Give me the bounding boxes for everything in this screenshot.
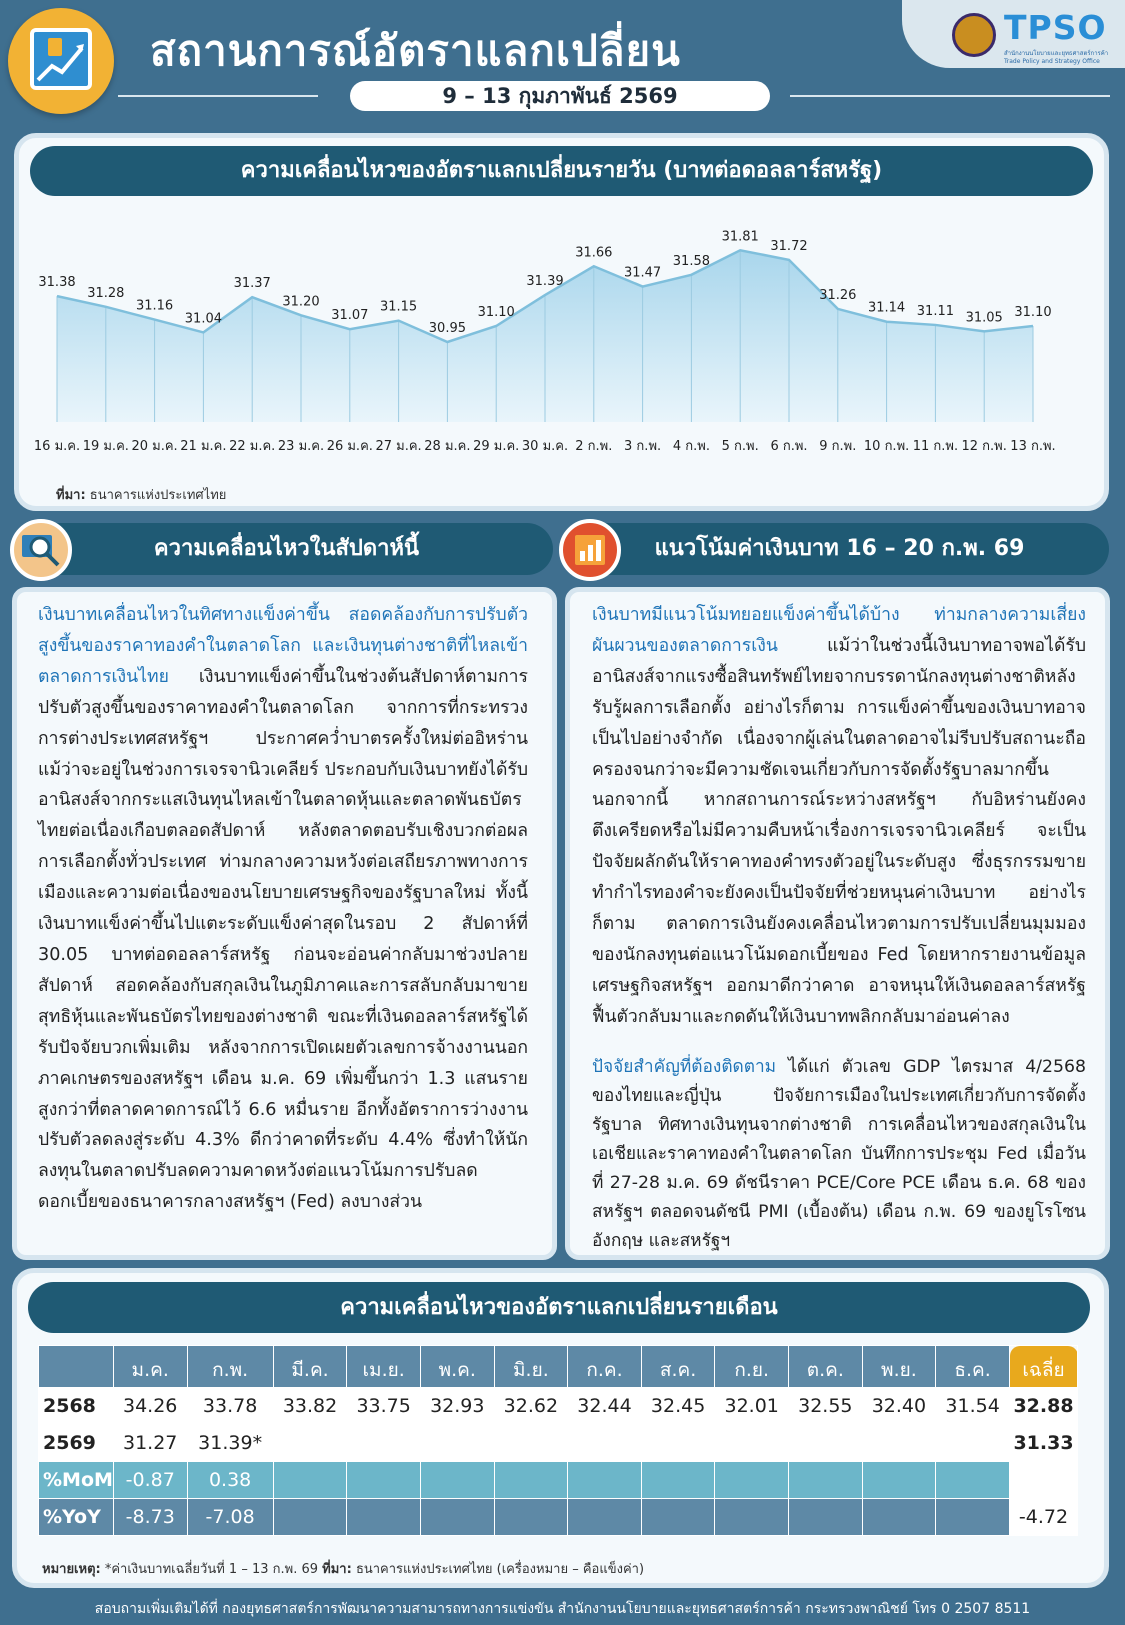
data-label: 31.72	[770, 238, 808, 254]
outlook-text	[592, 600, 1086, 1033]
table-cell	[494, 1499, 568, 1536]
table-cell	[347, 1425, 421, 1462]
table-cell	[273, 1462, 347, 1499]
data-label: 31.07	[331, 308, 369, 324]
magnifier-analysis-icon	[10, 519, 72, 581]
data-label: 31.04	[184, 311, 223, 327]
average-cell	[1010, 1462, 1078, 1499]
table-note	[42, 1558, 644, 1579]
x-tick-label: 22 ม.ค.	[229, 439, 276, 454]
table-cell	[789, 1425, 863, 1462]
table-cell	[789, 1499, 863, 1536]
x-tick-label: 9 ก.พ.	[819, 439, 857, 454]
chart-up-icon	[30, 28, 92, 90]
outlook-title: แนวโน้มค่าเงินบาท 16 – 20 ก.พ. 69	[570, 523, 1109, 575]
report-chart-icon	[559, 519, 621, 581]
table-row	[39, 1462, 1078, 1499]
table-cell	[273, 1425, 347, 1462]
row-label: 2569	[39, 1425, 114, 1462]
outlook-body: แม้ว่าในช่วงนี้เงินบาทอาจพอได้รับอานิสงส์จากแรงซื้อสินทรัพย์ไทยจากบรรดานักลงทุนต่างชาติหลังรับรู้ผลการเลือกตั้ง อย่างไรก็ตาม การแข็งค่าขึ้นของเงินบาทอาจเป็นไปอย่างจำกัด เนื่องจากผู้เล่นในตลาดอาจไม่รีบปรับสถานะถือครองจนกว่าจะมีความชัดเจนเกี่ยวกับการจัดตั้งรัฐบาลมากขึ้น นอกจากนี้ หากสถานการณ์ระหว่างสหรัฐฯ กับอิหร่านยังคงตึงเครียดหรือไม่มีความคืบหน้าเรื่องการเจรจานิวเคลียร์ จะเป็นปัจจัยผลักดันให้ราคาทองคำทรงตัวอยู่ในระดับสูง ซึ่งธุรกรรมขายทำกำไรทองคำจะยังคงเป็นปัจจัยที่ช่วยหนุนค่าเงินบาท อย่างไรก็ตาม ตลาดการเงินยังคงเคลื่อนไหวตามการปรับเปลี่ยนมุมมองของนักลงทุนต่อแนวโน้มดอกเบี้ยของ Fed โดยหากรายงานข้อมูลเศรษฐกิจสหรัฐฯ ออกมาดีกว่าคาด อาจหนุนให้เงินดอลลาร์สหรัฐฟื้นตัวกลับมาและกดดันให้เงินบาทพลิกกลับมาอ่อนค่าลง	[592, 635, 1086, 1027]
table-cell	[936, 1462, 1010, 1499]
table-cell	[936, 1425, 1010, 1462]
table-cell: 32.45	[641, 1388, 715, 1425]
this-week-highlight: เงินบาทเคลื่อนไหวในทิศทางแข็งค่าขึ้น สอดคล้องกับการปรับตัวสูงขึ้นของราคาทองคำในตลาดโลก และเงินทุนต่างชาติที่ไหลเข้าตลาดการเงินไทย	[38, 605, 528, 687]
data-label: 31.58	[672, 253, 711, 269]
x-tick-label: 5 ก.พ.	[721, 439, 759, 454]
average-cell: -4.72	[1010, 1499, 1078, 1536]
table-cell	[347, 1462, 421, 1499]
x-tick-label: 10 ก.พ.	[863, 439, 910, 454]
table-cell	[641, 1425, 715, 1462]
table-cell: 32.44	[568, 1388, 642, 1425]
x-tick-label: 6 ก.พ.	[770, 439, 808, 454]
factors-body: ได้แก่ ตัวเลข GDP ไตรมาส 4/2568 ของไทยและญี่ปุ่น ปัจจัยการเมืองในประเทศเกี่ยวกับการจัดตั้งรัฐบาล ทิศทางเงินทุนจากต่างชาติ การเคลื่อนไหวของสกุลเงินในเอเชียและราคาทองคำในตลาดโลก บันทึกการประชุม Fed เมื่อวันที่ 27-28 ม.ค. 69 ดัชนีราคา PCE/Core PCE เดือน ธ.ค. 68 ของสหรัฐฯ ตลอดจนดัชนี PMI (เบื้องต้น) เดือน ก.พ. 69 ของยูโรโซน อังกฤษ และสหรัฐฯ	[592, 1057, 1086, 1251]
table-cell: 34.26	[113, 1388, 187, 1425]
table-cell	[715, 1499, 789, 1536]
data-label: 31.81	[721, 229, 759, 245]
x-tick-label: 13 ก.พ.	[1010, 439, 1056, 454]
x-tick-label: 12 ก.พ.	[961, 439, 1007, 454]
org-subtext: สำนักงานนโยบายและยุทธศาสตร์การค้า Trade Policy and Strategy Office	[1004, 50, 1109, 65]
chart-source	[56, 484, 226, 505]
data-label: 31.10	[477, 305, 515, 320]
daily-rate-chart	[30, 200, 1095, 470]
x-tick-label: 21 ม.ค.	[180, 439, 227, 454]
table-cell	[420, 1462, 494, 1499]
data-label: 31.14	[867, 300, 906, 316]
this-week-body: เงินบาทแข็งค่าขึ้นในช่วงต้นสัปดาห์ตามการปรับตัวสูงขึ้นของราคาทองคำในตลาดโลก จากการที่กระทรวงการต่างประเทศสหรัฐฯ ประกาศคว่ำบาตรครั้งใหม่ต่ออิหร่าน แม้ว่าจะอยู่ในช่วงการเจรจานิวเคลียร์ ประกอบกับเงินบาทยังได้รับอานิสงส์จากกระแสเงินทุนไหลเข้าในตลาดหุ้นและตลาดพันธบัตรไทยต่อเนื่องเกือบตลอดสัปดาห์ หลังตลาดตอบรับเชิงบวกต่อผลการเลือกตั้งทั่วประเทศ ท่ามกลางความหวังต่อเสถียรภาพทางการเมืองและความต่อเนื่องของนโยบายเศรษฐกิจของรัฐบาลใหม่ ทั้งนี้ เงินบาทแข็งค่าขึ้นไปแตะระดับแข็งค่าสุดในรอบ 2 สัปดาห์ที่ 30.05 บาทต่อดอลลาร์สหรัฐ ก่อนจะอ่อนค่ากลับมาช่วงปลายสัปดาห์ สอดคล้องกับสกุลเงินในภูมิภาคและการสลับกลับมาขายสุทธิหุ้นและพันธบัตรไทยของต่างชาติ ขณะที่เงินดอลลาร์สหรัฐได้รับปัจจัยบวกเพิ่มเติม หลังจากการเปิดเผยตัวเลขการจ้างงานนอกภาคเกษตรของสหรัฐฯ เดือน ม.ค. 69 เพิ่มขึ้นกว่า 1.3 แสนราย สูงกว่าที่ตลาดคาดการณ์ไว้ 6.6 หมื่นราย อีกทั้งอัตราการว่างงานปรับตัวลดลงสู่ระดับ 4.3% ดีกว่าคาดที่ระดับ 4.4% ซึ่งทำให้นักลงทุนในตลาดปรับลดความคาดหวังต่อแนวโน้มการปรับลดดอกเบี้ยของธนาคารกลางสหรัฐฯ (Fed) ลงบางส่วน	[38, 666, 528, 1213]
x-tick-label: 19 ม.ค.	[82, 439, 129, 454]
table-cell: 32.40	[862, 1388, 936, 1425]
table-cell: 31.27	[113, 1425, 187, 1462]
header-divider-left	[118, 95, 318, 97]
data-label: 31.38	[38, 275, 76, 291]
x-tick-label: 2 ก.พ.	[575, 439, 613, 454]
monthly-rate-table	[38, 1345, 1078, 1536]
date-range: 9 – 13 กุมภาพันธ์ 2569	[350, 81, 770, 111]
month-header: ก.ย.	[715, 1346, 789, 1388]
month-header: ก.พ.	[187, 1346, 273, 1388]
note-text: *ค่าเงินบาทเฉลี่ยวันที่ 1 – 13 ก.พ. 69	[104, 1562, 319, 1577]
table-cell: 33.75	[347, 1388, 421, 1425]
data-label: 31.47	[623, 265, 662, 281]
monthly-table-title: ความเคลื่อนไหวของอัตราแลกเปลี่ยนรายเดือน	[28, 1282, 1090, 1333]
data-label: 31.15	[379, 299, 418, 315]
daily-chart-title: ความเคลื่อนไหวของอัตราแลกเปลี่ยนรายวัน (บาทต่อดอลลาร์สหรัฐ)	[30, 146, 1093, 196]
table-cell	[347, 1499, 421, 1536]
table-cell	[641, 1462, 715, 1499]
table-cell	[789, 1462, 863, 1499]
table-source-label: ที่มา:	[322, 1562, 352, 1577]
table-cell: -0.87	[113, 1462, 187, 1499]
table-cell: -7.08	[187, 1499, 273, 1536]
outlook-highlight: เงินบาทมีแนวโน้มทยอยแข็งค่าขึ้นได้บ้าง ท่ามกลางความเสี่ยงผันผวนของตลาดการเงิน	[592, 605, 1086, 656]
table-source-text: ธนาคารแห่งประเทศไทย (เครื่องหมาย – คือแข็งค่า)	[355, 1562, 645, 1577]
header-divider-right	[790, 95, 1110, 97]
x-tick-label: 27 ม.ค.	[375, 439, 422, 454]
footer-contact: สอบถามเพิ่มเติมได้ที่ กองยุทธศาสตร์การพัฒนาความสามารถทางการแข่งขัน สำนักงานนโยบายและยุทธศาสตร์การค้า กระทรวงพาณิชย์ โทร 0 2507 8511	[94, 1601, 1031, 1617]
table-cell	[715, 1425, 789, 1462]
data-label: 31.11	[916, 303, 955, 319]
header-corner-cell	[39, 1346, 114, 1388]
x-tick-label: 11 ก.พ.	[912, 439, 959, 454]
table-header-row	[39, 1346, 1078, 1388]
table-cell: 32.55	[789, 1388, 863, 1425]
data-label: 31.28	[87, 285, 125, 301]
this-week-title: ความเคลื่อนไหวในสัปดาห์นี้	[20, 523, 553, 575]
table-cell	[641, 1499, 715, 1536]
ministry-seal-icon	[952, 13, 996, 57]
page-title: สถานการณ์อัตราแลกเปลี่ยน	[150, 26, 681, 75]
table-cell	[420, 1425, 494, 1462]
data-label: 31.66	[575, 245, 613, 261]
table-row	[39, 1425, 1078, 1462]
month-header: มิ.ย.	[494, 1346, 568, 1388]
table-cell: 32.01	[715, 1388, 789, 1425]
x-tick-label: 3 ก.พ.	[624, 439, 662, 454]
this-week-text	[38, 600, 528, 1218]
table-cell	[715, 1462, 789, 1499]
row-label: 2568	[39, 1388, 114, 1425]
table-cell	[494, 1425, 568, 1462]
table-cell	[568, 1462, 642, 1499]
table-cell: 31.54	[936, 1388, 1010, 1425]
org-logo-text: TPSO	[1004, 8, 1107, 47]
data-label: 31.20	[282, 294, 320, 310]
x-tick-label: 26 ม.ค.	[326, 439, 373, 454]
month-header: พ.ค.	[420, 1346, 494, 1388]
table-cell	[862, 1499, 936, 1536]
table-cell: 0.38	[187, 1462, 273, 1499]
data-label: 30.95	[428, 321, 467, 336]
table-cell: 32.62	[494, 1388, 568, 1425]
data-label: 31.26	[819, 287, 857, 303]
x-tick-label: 4 ก.พ.	[672, 439, 710, 454]
data-label: 31.05	[965, 310, 1003, 326]
table-cell	[494, 1462, 568, 1499]
table-cell: 32.93	[420, 1388, 494, 1425]
average-cell: 32.88	[1010, 1388, 1078, 1425]
table-cell: 31.39*	[187, 1425, 273, 1462]
month-header: เม.ย.	[347, 1346, 421, 1388]
table-cell	[568, 1499, 642, 1536]
month-header: มี.ค.	[273, 1346, 347, 1388]
row-label: %YoY	[39, 1499, 114, 1536]
table-row	[39, 1499, 1078, 1536]
x-tick-label: 16 ม.ค.	[33, 439, 81, 454]
average-cell: 31.33	[1010, 1425, 1078, 1462]
month-header: พ.ย.	[862, 1346, 936, 1388]
month-header: ธ.ค.	[936, 1346, 1010, 1388]
table-cell	[568, 1425, 642, 1462]
x-tick-label: 20 ม.ค.	[131, 439, 178, 454]
month-header: ก.ค.	[568, 1346, 642, 1388]
data-label: 31.10	[1014, 305, 1052, 320]
x-tick-label: 23 ม.ค.	[277, 439, 325, 454]
x-tick-label: 28 ม.ค.	[424, 439, 471, 454]
average-header: เฉลี่ย	[1010, 1346, 1078, 1388]
data-label: 31.39	[526, 274, 564, 290]
data-label: 31.16	[135, 298, 174, 314]
x-tick-label: 29 ม.ค.	[473, 439, 520, 454]
table-cell: -8.73	[113, 1499, 187, 1536]
table-cell: 33.78	[187, 1388, 273, 1425]
month-header: ส.ค.	[641, 1346, 715, 1388]
factors-highlight: ปัจจัยสำคัญที่ต้องติดตาม	[592, 1057, 777, 1077]
x-tick-label: 30 ม.ค.	[521, 439, 569, 454]
table-cell	[420, 1499, 494, 1536]
table-cell	[936, 1499, 1010, 1536]
note-label: หมายเหตุ:	[42, 1562, 101, 1577]
chart-source-text: ธนาคารแห่งประเทศไทย	[89, 488, 227, 503]
chart-source-label: ที่มา:	[56, 488, 86, 503]
data-label: 31.37	[233, 276, 271, 292]
factors-text	[592, 1053, 1086, 1256]
table-cell	[862, 1425, 936, 1462]
table-cell	[273, 1499, 347, 1536]
month-header: ม.ค.	[113, 1346, 187, 1388]
table-cell	[862, 1462, 936, 1499]
row-label: %MoM	[39, 1462, 114, 1499]
table-cell: 33.82	[273, 1388, 347, 1425]
table-row	[39, 1388, 1078, 1425]
month-header: ต.ค.	[789, 1346, 863, 1388]
